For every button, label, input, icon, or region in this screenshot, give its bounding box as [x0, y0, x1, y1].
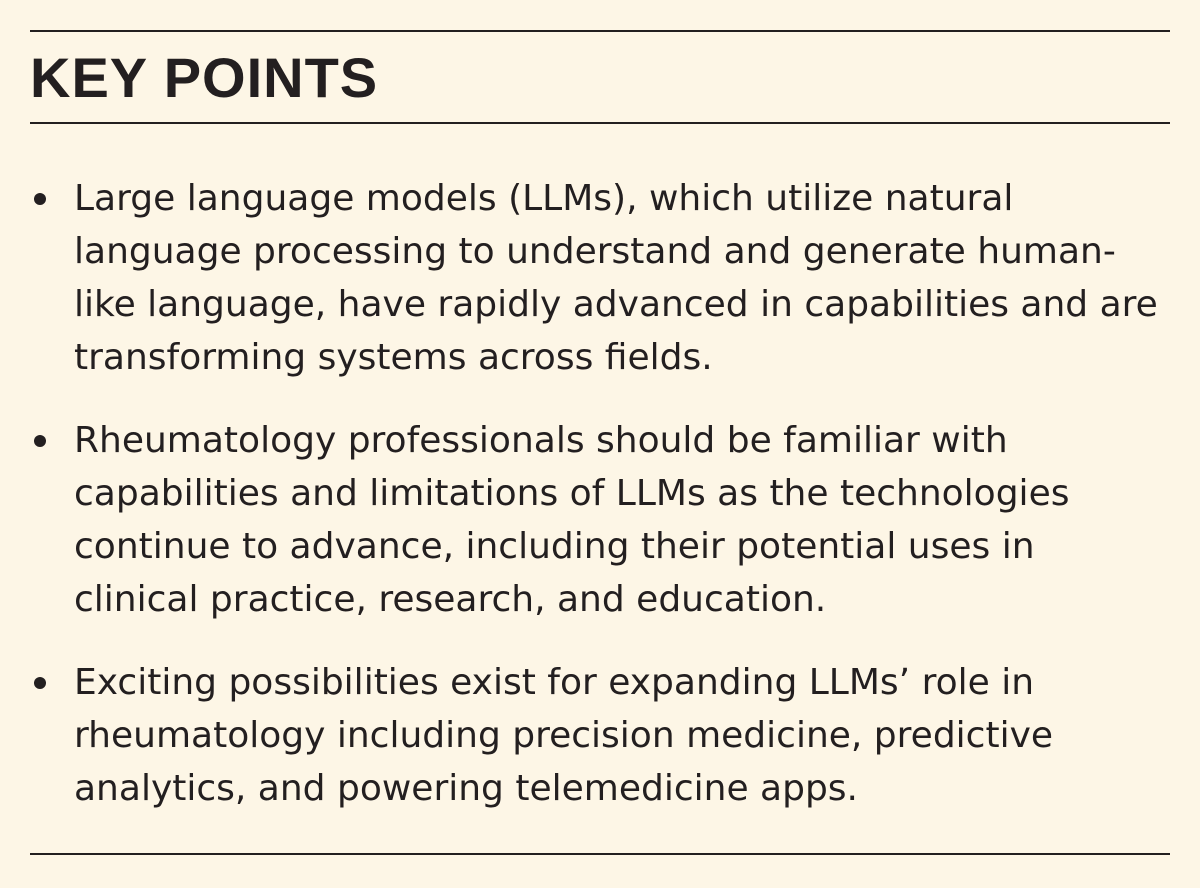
key-point-item	[30, 172, 1170, 384]
bullet-icon	[34, 193, 46, 205]
key-point-item	[30, 656, 1170, 815]
key-point-text: Large language models (LLMs), which utilize natural language processing to understand and generate human-like language, have rapidly advanced in capabilities and are transforming systems across fields.	[74, 178, 1158, 378]
key-point-text: Rheumatology professionals should be familiar with capabilities and limitations of LLMs as the technologies continue to advance, including their potential uses in clinical practice, research, and education.	[74, 420, 1070, 620]
key-point-text: Exciting possibilities exist for expanding LLMs’ role in rheumatology including precision medicine, predictive analytics, and powering telemedicine apps.	[74, 662, 1054, 809]
bullet-icon	[34, 435, 46, 447]
key-points-heading: KEY POINTS	[30, 46, 379, 109]
key-points-list	[30, 172, 1170, 815]
heading-rule	[30, 122, 1170, 124]
bullet-icon	[34, 677, 46, 689]
bottom-rule	[30, 853, 1170, 855]
key-point-item	[30, 414, 1170, 626]
top-rule	[30, 30, 1170, 32]
